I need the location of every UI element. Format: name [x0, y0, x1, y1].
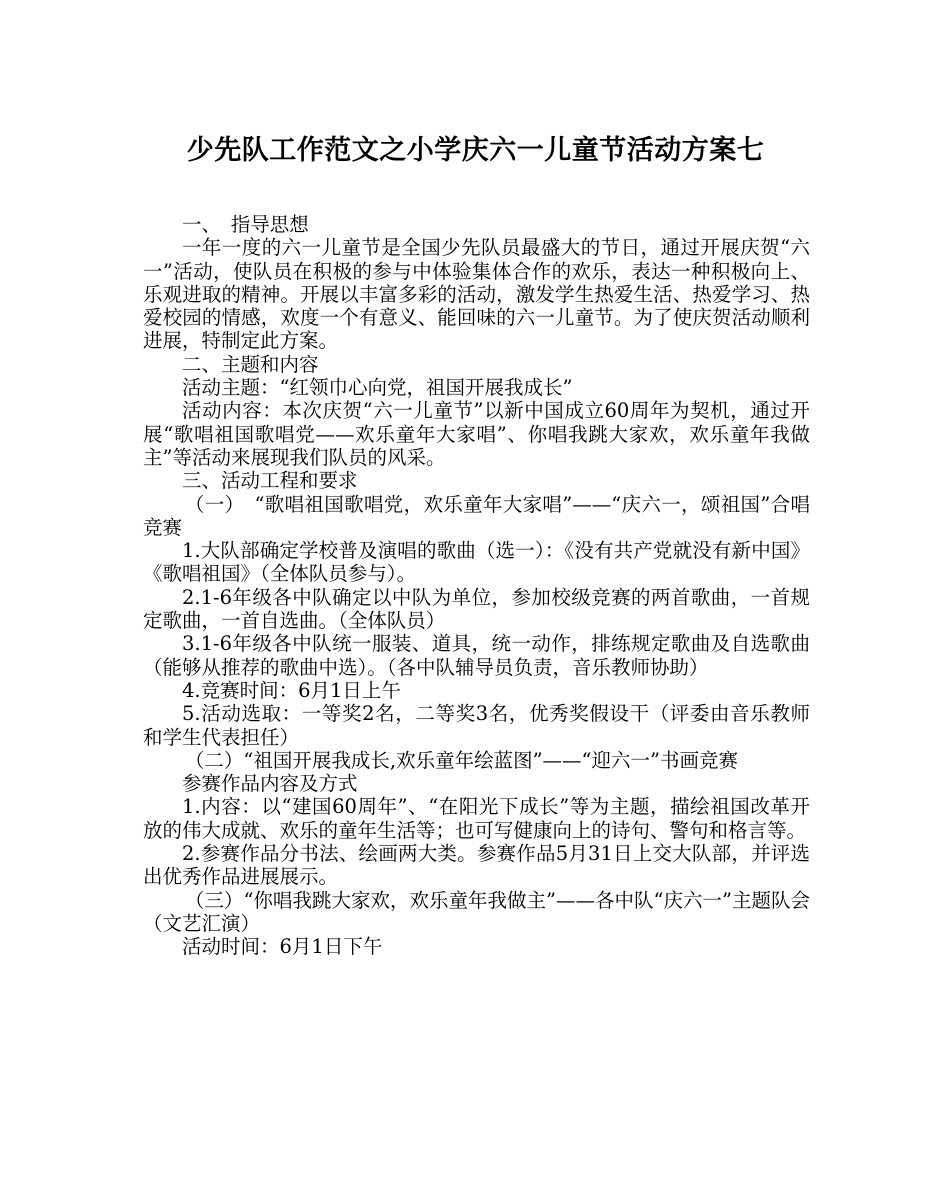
paragraph-intro: 一年一度的六一儿童节是全国少先队员最盛大的节日，通过开展庆贺“六一”活动，使队员在积极的参与中体验集体合作的欢乐，表达一种积极向上、乐观进取的精神。开展以丰富多彩的活动，激发学生热爱生活、热爱学习、热爱校园的情感，欢度一个有意义、能回味的六一儿童节。为了使庆贺活动顺利进展，特制定此方案。	[143, 236, 810, 353]
list-item-choir-5: 5.活动选取：一等奖2名，二等奖3名，优秀奖假设干（评委由音乐教师和学生代表担任）	[143, 702, 810, 749]
section-heading-projects: 三、活动工程和要求	[182, 469, 358, 493]
document-title: 少先队工作范文之小学庆六一儿童节活动方案七	[186, 135, 765, 166]
section-heading-theme: 二、主题和内容	[182, 352, 319, 376]
subsection-heading-team-meeting: （三）“你唱我跳大家欢，欢乐童年我做主”——各中队“庆六一”主题队会（文艺汇演）	[143, 888, 810, 935]
paragraph-entry-format: 参赛作品内容及方式	[182, 772, 358, 796]
paragraph-activity-theme: 活动主题：“红领巾心向党，祖国开展我成长”	[182, 376, 573, 400]
subsection-heading-painting: （二）“祖国开展我成长,欢乐童年绘蓝图”——“迎六一”书画竞赛	[184, 748, 738, 772]
list-item-painting-1: 1.内容：以“建国60周年”、“在阳光下成长”等为主题，描绘祖国改革开放的伟大成就、欢乐的童年生活等；也可写健康向上的诗句、警句和格言等。	[143, 795, 810, 842]
list-item-choir-1: 1.大队部确定学校普及演唱的歌曲（选一）：《没有共产党就没有新中国》《歌唱祖国》（全体队员参与）。	[143, 539, 810, 586]
document-body	[143, 213, 810, 959]
list-item-painting-2: 2.参赛作品分书法、绘画两大类。参赛作品5月31日上交大队部，并评选出优秀作品进展展示。	[143, 842, 810, 889]
list-item-choir-4: 4.竞赛时间：6月1日上午	[182, 678, 401, 702]
paragraph-activity-time: 活动时间：6月1日下午	[182, 935, 383, 959]
subsection-heading-choir: （一） “歌唱祖国歌唱党，欢乐童年大家唱”——“庆六一，颂祖国”合唱竞赛	[143, 492, 810, 539]
list-item-choir-2: 2.1-6年级各中队确定以中队为单位，参加校级竞赛的两首歌曲，一首规定歌曲，一首自选曲。（全体队员）	[143, 585, 810, 633]
paragraph-activity-content: 活动内容：本次庆贺“六一儿童节”以新中国成立60周年为契机，通过开展“歌唱祖国歌唱党——欢乐童年大家唱”、你唱我跳大家欢，欢乐童年我做主”等活动来展现我们队员的风采。	[143, 399, 810, 469]
section-heading-guiding-thought: 一、 指导思想	[182, 213, 309, 236]
list-item-choir-3: 3.1-6年级各中队统一服装、道具，统一动作，排练规定歌曲及自选歌曲（能够从推荐的歌曲中选）。（各中队辅导员负责，音乐教师协助）	[143, 632, 810, 679]
